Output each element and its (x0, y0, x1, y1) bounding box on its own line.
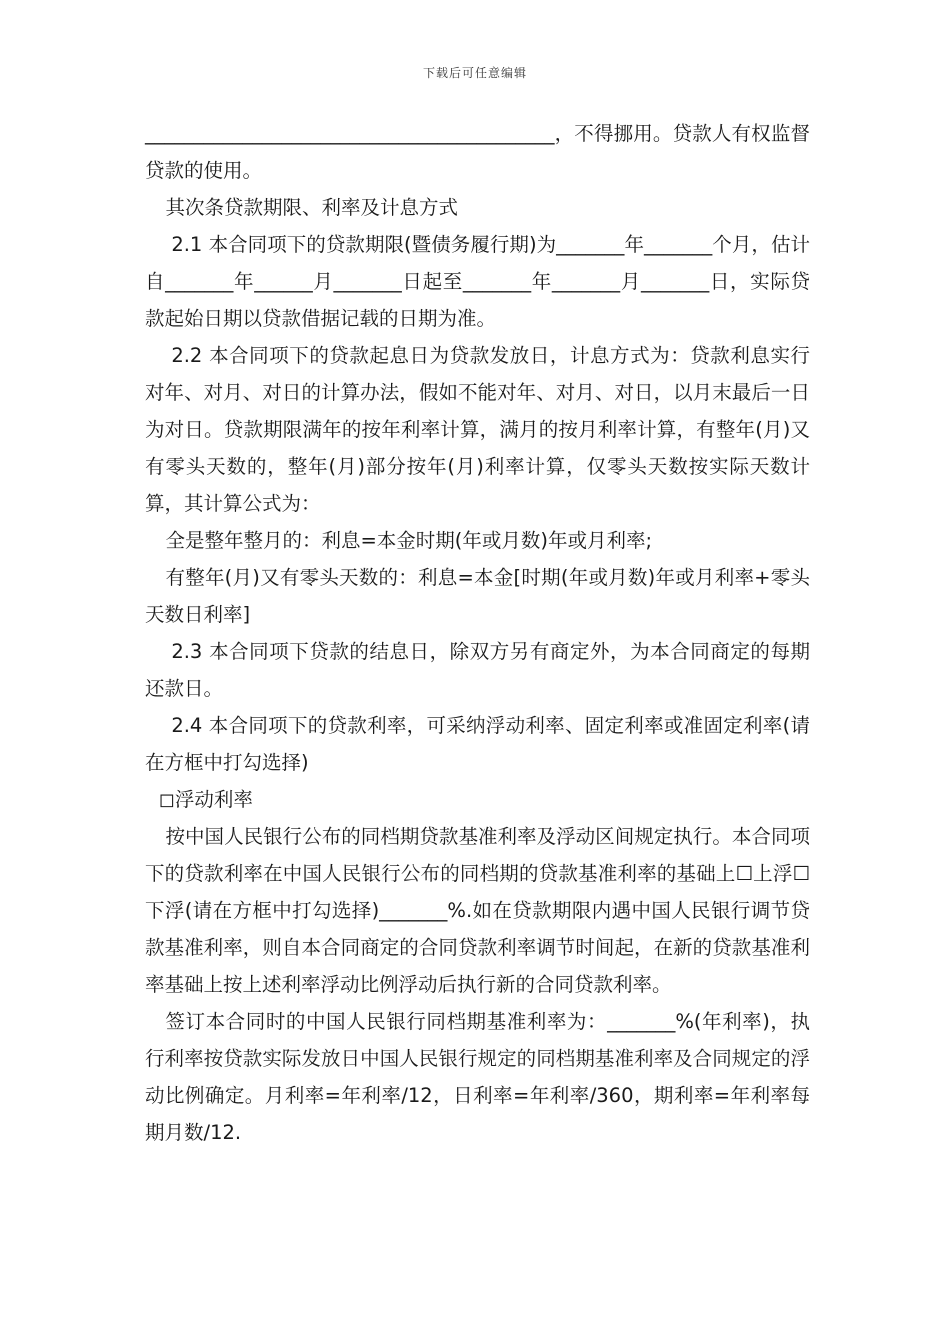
paragraph-2-4: 2.4 本合同项下的贷款利率，可采纳浮动利率、固定利率或准固定利率(请在方框中打勾选择) (145, 714, 810, 774)
paragraph-formula-whole: 全是整年整月的：利息=本金时期(年或月数)年或月利率; (165, 529, 653, 552)
paragraph-floating-rate-rule: 按中国人民银行公布的同档期贷款基准利率及浮动区间规定执行。本合同项下的贷款利率在中国人民银行公布的同档期的贷款基准利率的基础上☐上浮☐下浮(请在方框中打勾选择)_______%.如在贷款期限内遇中国人民银行调节贷款基准利率，则自本合同商定的合同贷款利率调节时间起，在新的贷款基准利率基础上按上述利率浮动比例浮动后执行新的合同贷款利率。 (145, 825, 810, 996)
paragraph-formula-partial: 有整年(月)又有零头天数的：利息=本金[时期(年或月数)年或月利率+零头天数日利率] (145, 566, 810, 626)
paragraph-loan-usage: __________________________________________，不得挪用。贷款人有权监督贷款的使用。 (145, 122, 810, 182)
option-floating-rate: ◻浮动利率 (158, 788, 253, 811)
page-header: 下载后可任意编辑 (422, 66, 527, 80)
section-heading-article-2: 其次条贷款期限、利率及计息方式 (165, 196, 458, 219)
paragraph-2-1: 2.1 本合同项下的贷款期限(暨债务履行期)为_______年_______个月，估计自_______年______月_______日起至_______年_______月_______日，实际贷款起始日期以贷款借据记载的日期为准。 (145, 233, 810, 330)
document-body (145, 115, 810, 1151)
paragraph-2-3: 2.3 本合同项下贷款的结息日，除双方另有商定外，为本合同商定的每期还款日。 (145, 640, 810, 700)
paragraph-base-rate: 签订本合同时的中国人民银行同档期基准利率为：_______%(年利率)，执行利率按贷款实际发放日中国人民银行规定的同档期基准利率及合同规定的浮动比例确定。月利率=年利率/12，日利率=年利率/360，期利率=年利率每期月数/12. (145, 1010, 810, 1144)
paragraph-2-2: 2.2 本合同项下的贷款起息日为贷款发放日，计息方式为：贷款利息实行对年、对月、对日的计算办法，假如不能对年、对月、对日，以月末最后一日为对日。贷款期限满年的按年利率计算，满月的按月利率计算，有整年(月)又有零头天数的，整年(月)部分按年(月)利率计算，仅零头天数按实际天数计算，其计算公式为： (145, 344, 810, 515)
